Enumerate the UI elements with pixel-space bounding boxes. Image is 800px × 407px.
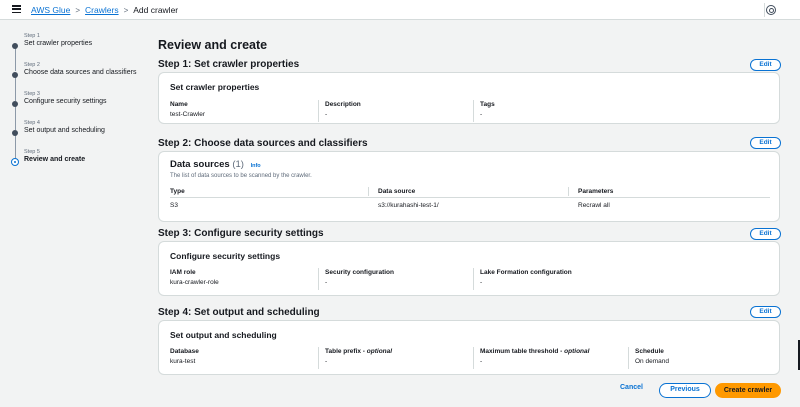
divider [628, 347, 629, 369]
step2-edit-button[interactable]: Edit [750, 137, 781, 149]
field-value: test-Crawler [170, 111, 206, 118]
field-label-text: Maximum table threshold - [480, 348, 565, 355]
step-4[interactable] [24, 120, 105, 134]
create-crawler-button[interactable]: Create crawler [715, 383, 781, 398]
divider [764, 3, 765, 17]
field-value: kura-crawler-role [170, 279, 219, 286]
step4-card [158, 320, 780, 375]
data-sources-title [170, 159, 261, 170]
divider [473, 100, 474, 122]
step-number: Step 4 [24, 120, 40, 126]
field-label-text: Database [170, 348, 199, 355]
breadcrumb-aws-glue[interactable]: AWS Glue [31, 5, 71, 15]
breadcrumb-current: Add crawler [133, 5, 179, 15]
field-iam-role [170, 269, 219, 286]
field-description [325, 101, 361, 118]
step1-edit-button[interactable]: Edit [750, 59, 781, 71]
page-title: Review and create [158, 38, 268, 52]
field-label: Description [325, 101, 361, 108]
divider [318, 347, 319, 369]
step-5 [24, 149, 85, 163]
step4-edit-button[interactable]: Edit [750, 306, 781, 318]
step3-card [158, 241, 780, 296]
field-value: - [325, 358, 328, 365]
field-value: - [325, 111, 328, 118]
step-connector [15, 106, 16, 130]
card-title: Set output and scheduling [170, 330, 277, 340]
field-label-text: Schedule [635, 348, 664, 355]
field-label [325, 348, 392, 355]
column-header-type: Type [170, 188, 185, 195]
chevron-right-icon: > [75, 5, 81, 15]
step-2[interactable] [24, 62, 136, 76]
field-label: Security configuration [325, 269, 394, 276]
column-header-data-source: Data source [378, 188, 416, 195]
divider [318, 268, 319, 290]
divider [368, 187, 369, 196]
field-lake-formation [480, 269, 572, 286]
field-label: Lake Formation configuration [480, 269, 572, 276]
field-security-configuration [325, 269, 394, 286]
column-header-parameters: Parameters [578, 188, 614, 195]
step2-card [158, 151, 780, 222]
field-label-text: Table prefix - [325, 348, 367, 355]
card-title: Set crawler properties [170, 82, 260, 92]
step-number: Step 1 [24, 33, 40, 39]
hamburger-icon[interactable] [12, 5, 21, 13]
settings-icon[interactable] [766, 5, 776, 15]
previous-button[interactable]: Previous [659, 383, 711, 398]
step-number: Step 5 [24, 149, 40, 155]
field-value: - [325, 279, 328, 286]
data-sources-label: Data sources [170, 159, 230, 170]
field-name [170, 101, 205, 118]
table-header [170, 186, 770, 198]
step-number: Step 2 [24, 62, 40, 68]
step4-heading: Step 4: Set output and scheduling [158, 307, 320, 318]
cell-type: S3 [170, 202, 178, 209]
step-label: Review and create [24, 156, 86, 163]
step1-card [158, 72, 780, 124]
field-label: Tags [480, 101, 495, 108]
step1-heading: Step 1: Set crawler properties [158, 59, 300, 70]
step-connector [15, 77, 16, 101]
step-4-dot-icon [12, 130, 18, 136]
chevron-right-icon: > [123, 5, 129, 15]
cell-data-source: s3://kurahashi-test-1/ [378, 202, 439, 209]
field-database [170, 348, 199, 365]
field-label [635, 348, 669, 355]
field-label: Name [170, 101, 188, 108]
field-value: - [480, 279, 483, 286]
table-row [170, 200, 770, 214]
divider [473, 347, 474, 369]
breadcrumb-crawlers[interactable]: Crawlers [85, 5, 119, 15]
divider [473, 268, 474, 290]
field-schedule [635, 348, 669, 365]
field-label: IAM role [170, 269, 196, 276]
step3-heading: Step 3: Configure security settings [158, 228, 324, 239]
field-label [480, 348, 589, 355]
top-navigation-bar [0, 0, 800, 20]
step-2-dot-icon [12, 72, 18, 78]
card-title: Configure security settings [170, 251, 281, 261]
data-sources-description: The list of data sources to be scanned by the crawler. [170, 173, 312, 179]
radio-selected-icon [11, 158, 19, 166]
field-max-table-threshold [480, 348, 589, 365]
divider [568, 187, 569, 196]
cell-parameters: Recrawl all [578, 202, 610, 209]
step-label: Set output and scheduling [24, 127, 105, 134]
cancel-button[interactable]: Cancel [620, 384, 643, 391]
field-tags [480, 101, 495, 118]
field-value: On demand [635, 358, 669, 365]
step-label: Set crawler properties [24, 40, 93, 47]
step2-heading: Step 2: Choose data sources and classifiers [158, 138, 368, 149]
field-label-optional: optional [366, 348, 393, 355]
step-label: Choose data sources and classifiers [24, 69, 137, 76]
field-value: - [480, 111, 483, 118]
field-label-optional: optional [564, 348, 590, 355]
field-value: kura-test [170, 358, 196, 365]
divider [318, 100, 319, 122]
breadcrumb [31, 0, 178, 20]
step-1[interactable] [24, 33, 92, 47]
field-label [170, 348, 199, 355]
field-table-prefix [325, 348, 392, 365]
step-connector [15, 135, 16, 159]
step3-edit-button[interactable]: Edit [750, 228, 781, 240]
step-1-dot-icon [12, 43, 18, 49]
step-label: Configure security settings [24, 98, 107, 105]
step-3[interactable] [24, 91, 106, 105]
data-sources-count: (1) [232, 159, 244, 170]
step-3-dot-icon [12, 101, 18, 107]
step-number: Step 3 [24, 91, 40, 97]
info-link[interactable]: Info [250, 163, 261, 169]
field-value: - [480, 358, 483, 365]
step-connector [15, 47, 16, 71]
